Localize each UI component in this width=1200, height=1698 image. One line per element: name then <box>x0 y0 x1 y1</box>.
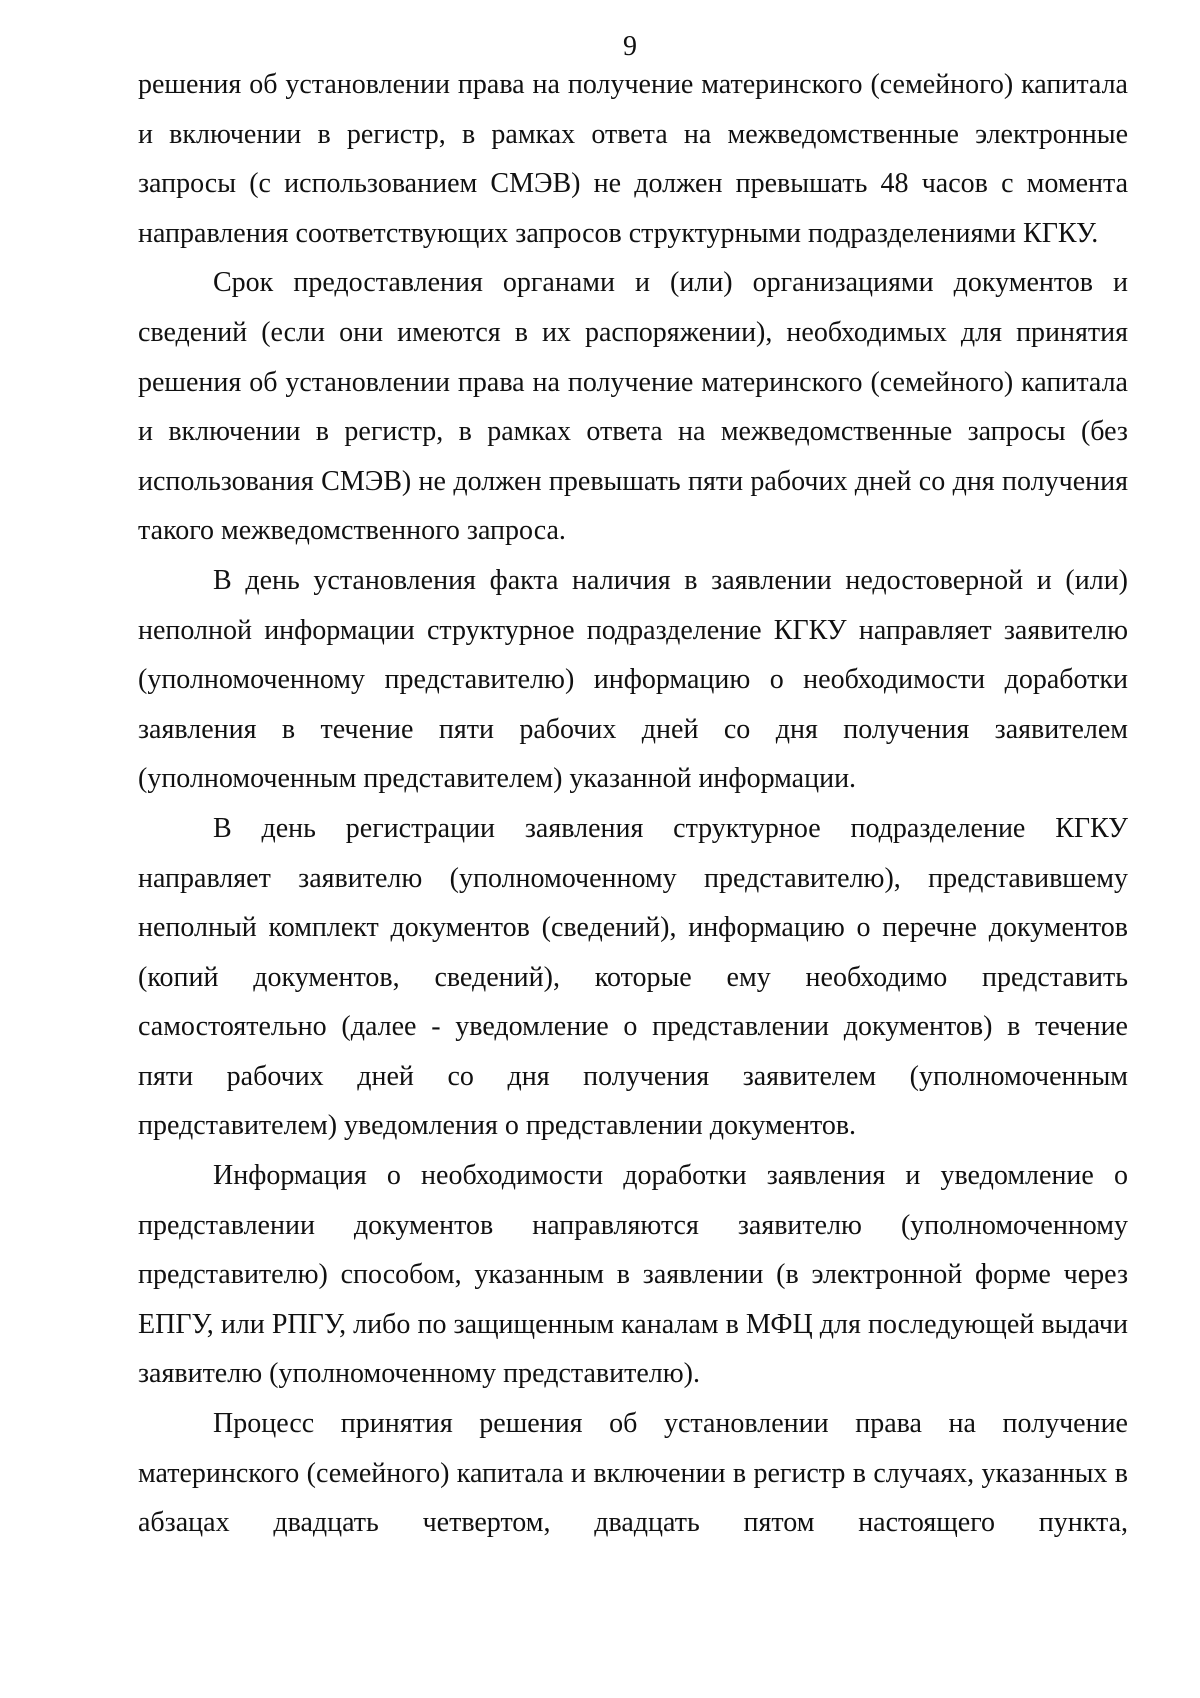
paragraph-incomplete-info: В день установления факта наличия в заявлении недостоверной и (или) неполной информации структурное подразделение КГКУ направляет заявителю (уполномоченному представителю) информацию о необходимости доработки заявления в течение пяти рабочих дней со дня получения заявителем (уполномоченным представителем) указанной информации. <box>138 564 1128 795</box>
document-body <box>138 60 1128 1548</box>
paragraph-decision-process: Процесс принятия решения об установлении права на получение материнского (семейного) капитала и включении в регистр в случаях, указанных в абзацах двадцать четвертом, двадцать пятом настоящего пункта, <box>138 1408 1128 1539</box>
paragraph-notification-delivery: Информация о необходимости доработки заявления и уведомление о представлении документов направляются заявителю (уполномоченному представителю) способом, указанным в заявлении (в электронной форме через ЕПГУ, или РПГУ, либо по защищенным каналам в МФЦ для последующей выдачи заявителю (уполномоченному представителю). <box>138 1160 1128 1390</box>
paragraph-continuation: решения об установлении права на получение материнского (семейного) капитала и включении в регистр, в рамках ответа на межведомственные электронные запросы (с использованием СМЭВ) не должен превышать 48 часов с момента направления соответствующих запросов структурными подразделениями КГКУ. <box>138 69 1128 249</box>
page-number: 9 <box>623 31 637 62</box>
paragraph-response-term: Срок предоставления органами и (или) организациями документов и сведений (если они имеются в их распоряжении), необходимых для принятия решения об установлении права на получение материнского (семейного) капитала и включении в регистр, в рамках ответа на межведомственные запросы (без использования СМЭВ) не должен превышать пяти рабочих дней со дня получения такого межведомственного запроса. <box>138 267 1128 547</box>
paragraph-registration-day: В день регистрации заявления структурное подразделение КГКУ направляет заявителю (уполномоченному представителю), представившему неполный комплект документов (сведений), информацию о перечне документов (копий документов, сведений), которые ему необходимо представить самостоятельно (далее - уведомление о представлении документов) в течение пяти рабочих дней со дня получения заявителем (уполномоченным представителем) уведомления о представлении документов. <box>138 812 1128 1142</box>
